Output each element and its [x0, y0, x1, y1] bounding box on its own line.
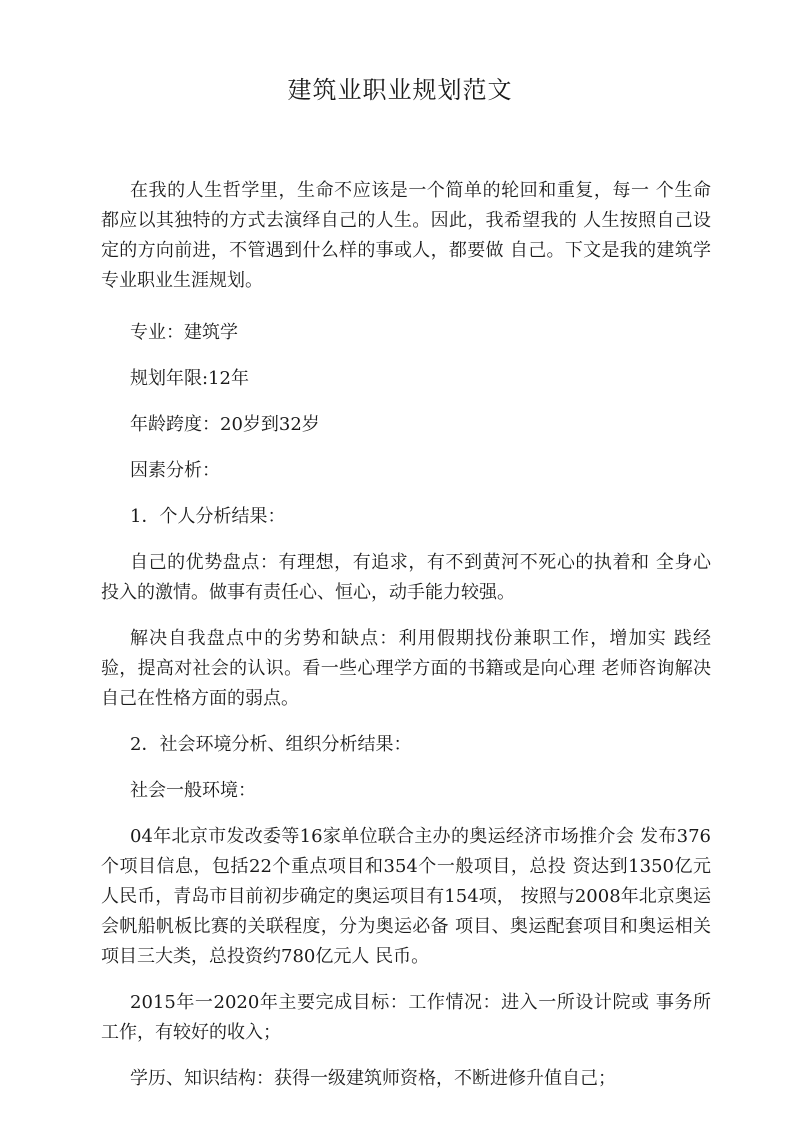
- document-body: [101, 176, 711, 1110]
- paragraph-age-range: 年龄跨度：20岁到32岁: [130, 414, 320, 435]
- paragraph-olympic-economy: 04年北京市发改委等16家单位联合主办的奥运经济市场推介会 发布376个项目信息，包括22个重点项目和354个一般项目，总投 资达到1350亿元人民币，青岛市目前初步确定的奥运项目有154项， 按照与2008年北京奥运会帆船帆板比赛的关联程度，分为奥运必备 项目、奥运配套项目和奥运相关项目三大类，总投资约780亿元人 民币。: [101, 826, 711, 967]
- paragraph-weaknesses: 解决自我盘点中的劣势和缺点：利用假期找份兼职工作，增加实 践经验，提高对社会的认识。看一些心理学方面的书籍或是向心理 老师咨询解决自己在性格方面的弱点。: [101, 628, 711, 709]
- paragraph-major: 专业：建筑学: [130, 322, 238, 343]
- paragraph-education-goals: 学历、知识结构：获得一级建筑师资格，不断进修升值自己；: [130, 1068, 616, 1089]
- paragraph-social-environment: 社会一般环境：: [130, 780, 256, 801]
- paragraph-intro: 在我的人生哲学里，生命不应该是一个简单的轮回和重复，每一 个生命都应以其独特的方式去演绎自己的人生。因此，我希望我的 人生按照自己设定的方向前进，不管遇到什么样的事或人，都要做 自己。下文是我的建筑学专业职业生涯规划。: [101, 180, 711, 291]
- paragraph-plan-years: 规划年限:12年: [130, 368, 249, 389]
- paragraph-personal-analysis-heading: 1．个人分析结果：: [130, 506, 286, 527]
- paragraph-social-analysis-heading: 2．社会环境分析、组织分析结果：: [130, 734, 412, 755]
- paragraph-goals-2015-2020: 2015年一2020年主要完成目标：工作情况：进入一所设计院或 事务所工作，有较好的收入；: [101, 992, 711, 1043]
- paragraph-strengths: 自己的优势盘点：有理想，有追求，有不到黄河不死心的执着和 全身心投入的激情。做事有责任心、恒心，动手能力较强。: [101, 552, 711, 603]
- document-title: 建筑业职业规划范文: [287, 76, 513, 104]
- paragraph-factor-analysis: 因素分析：: [130, 460, 220, 481]
